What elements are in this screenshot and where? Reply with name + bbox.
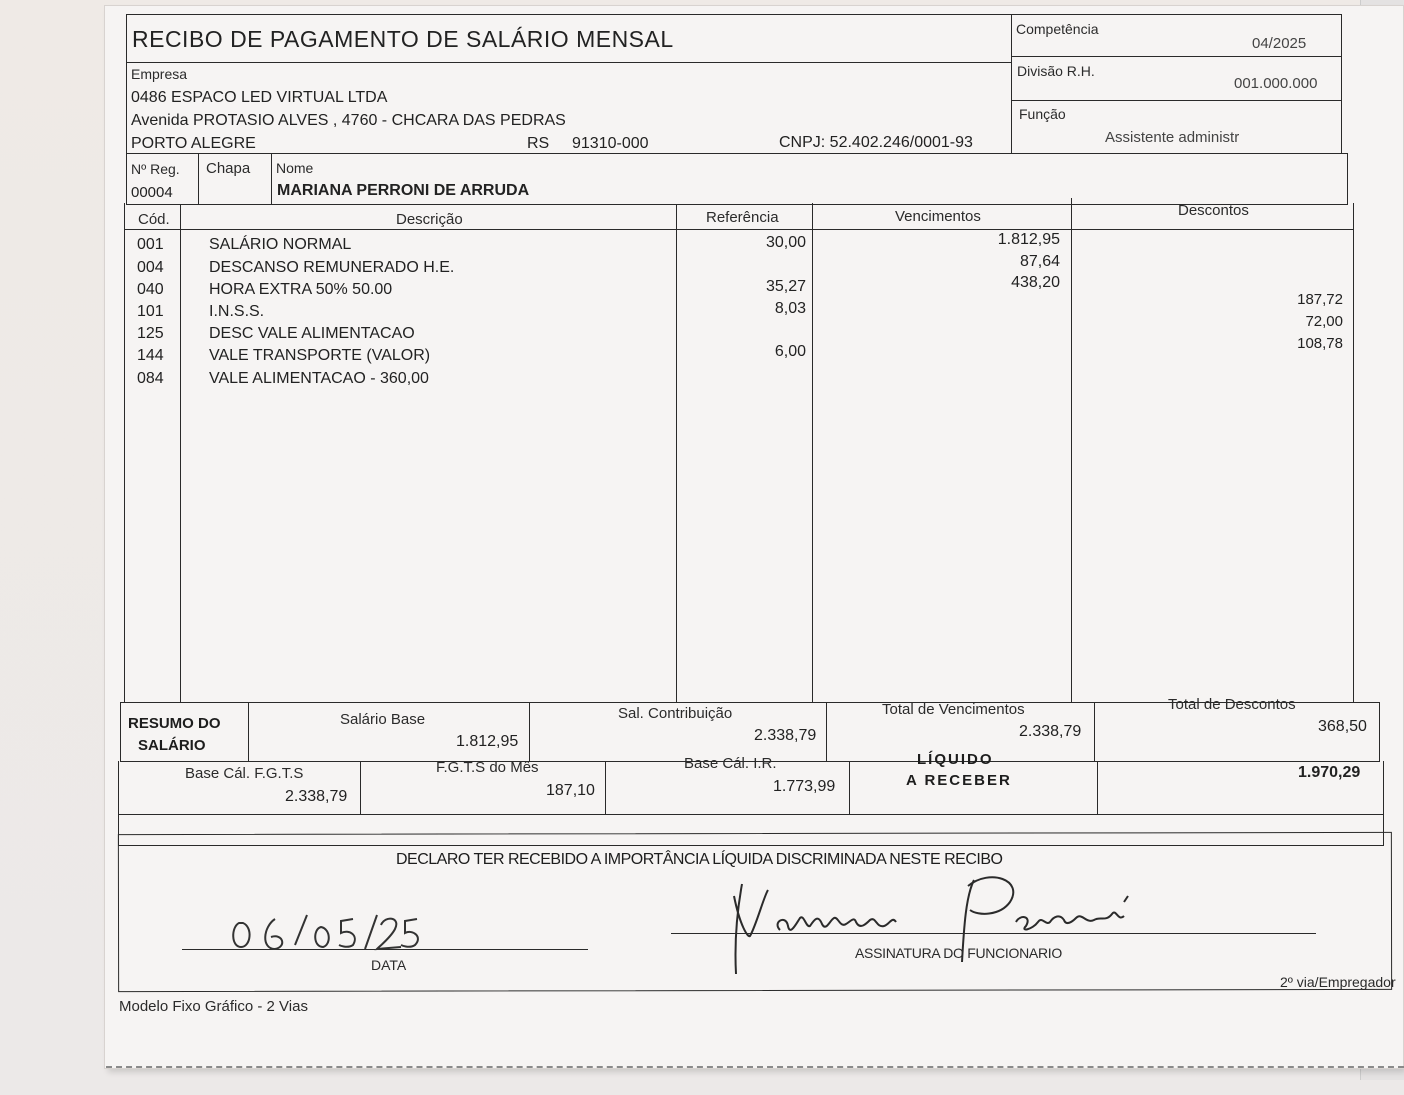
total-desc-value: 368,50 <box>1318 718 1367 735</box>
salario-base-label: Salário Base <box>340 711 426 728</box>
col-divider-desc <box>676 205 677 703</box>
row-cod: 125 <box>137 325 164 342</box>
reg-label: Nº Reg. <box>131 161 180 177</box>
resumo-label-2: SALÁRIO <box>138 737 206 754</box>
document-title: RECIBO DE PAGAMENTO DE SALÁRIO MENSAL <box>132 26 674 52</box>
summary-div-5 <box>360 761 361 815</box>
row-descricao: VALE TRANSPORTE (VALOR) <box>209 347 431 364</box>
fgts-mes-label: F.G.T.S do Mês <box>436 759 539 776</box>
table-header-line <box>124 229 1354 230</box>
base-fgts-label: Base Cál. F.G.T.S <box>185 765 304 782</box>
divisao-label: Divisão R.H. <box>1017 63 1095 79</box>
total-venc-label: Total de Vencimentos <box>882 701 1025 718</box>
summary-div-3 <box>826 702 827 762</box>
header-referencia: Referência <box>706 209 779 226</box>
chapa-label: Chapa <box>206 160 251 177</box>
liquido-value: 1.970,29 <box>1298 764 1361 781</box>
row-descricao: VALE ALIMENTACAO - 360,00 <box>209 370 429 387</box>
funcao-label: Função <box>1019 106 1066 122</box>
summary-div-4 <box>1094 702 1095 762</box>
col-divider-ref <box>812 203 813 703</box>
row-descricao: DESC VALE ALIMENTACAO <box>209 325 415 342</box>
liquido-label-1: LÍQUIDO <box>917 751 994 768</box>
reg-divider <box>198 153 199 205</box>
row-descricao: SALÁRIO NORMAL <box>209 236 352 253</box>
header-descontos: Descontos <box>1178 202 1249 219</box>
items-table-frame <box>124 203 1354 703</box>
row-vencimentos: 438,20 <box>1011 274 1060 291</box>
total-venc-value: 2.338,79 <box>1019 723 1082 740</box>
sal-contrib-value: 2.338,79 <box>754 727 817 744</box>
sal-contrib-label: Sal. Contribuição <box>618 705 733 722</box>
row-descontos: 187,72 <box>1297 291 1343 308</box>
empresa-name: 0486 ESPACO LED VIRTUAL LTDA <box>131 89 388 106</box>
nome-label: Nome <box>276 160 314 176</box>
col-divider-venc <box>1071 198 1072 703</box>
row-cod: 004 <box>137 259 164 276</box>
header-descricao: Descrição <box>396 211 463 228</box>
date-label: DATA <box>371 957 407 973</box>
row-referencia: 6,00 <box>774 343 806 360</box>
resumo-label-1: RESUMO DO <box>128 715 221 732</box>
chapa-divider <box>271 153 272 205</box>
funcao-value: Assistente administr <box>1105 129 1240 146</box>
summary-div-1 <box>248 702 249 762</box>
salario-base-value: 1.812,95 <box>456 733 519 750</box>
empresa-cnpj: CNPJ: 52.402.246/0001-93 <box>779 134 973 151</box>
summary-div-7 <box>849 761 850 815</box>
row-cod: 040 <box>137 281 164 298</box>
col-divider-cod <box>180 205 181 703</box>
summary-div-2 <box>529 702 530 762</box>
employee-name: MARIANA PERRONI DE ARRUDA <box>277 182 530 199</box>
competencia-underline <box>1011 56 1342 57</box>
row-descontos: 72,00 <box>1305 313 1343 330</box>
base-ir-label: Base Cál. I.R. <box>684 755 777 772</box>
row-cod: 084 <box>137 370 164 387</box>
row-descricao: I.N.S.S. <box>209 303 265 320</box>
header-vencimentos: Vencimentos <box>895 208 981 225</box>
row-vencimentos: 87,64 <box>1019 253 1060 270</box>
row-referencia: 35,27 <box>765 278 806 295</box>
row-cod: 144 <box>137 347 164 364</box>
reg-value: 00004 <box>131 184 173 201</box>
title-underline <box>126 62 1012 63</box>
row-descricao: HORA EXTRA 50% 50.00 <box>209 281 393 298</box>
competencia-value: 04/2025 <box>1252 35 1307 52</box>
empresa-city: PORTO ALEGRE <box>131 135 256 152</box>
row-cod: 101 <box>137 303 164 320</box>
row-descricao: DESCANSO REMUNERADO H.E. <box>209 259 455 276</box>
empresa-address: Avenida PROTASIO ALVES , 4760 - CHCARA DAS PEDRAS <box>131 112 566 129</box>
empresa-label: Empresa <box>131 66 188 82</box>
handwritten-date <box>225 905 425 957</box>
row-descontos: 108,78 <box>1297 335 1343 352</box>
empresa-state: RS <box>527 135 550 152</box>
row-vencimentos: 1.812,95 <box>997 231 1060 248</box>
row-cod: 001 <box>137 236 164 253</box>
competencia-label: Competência <box>1016 21 1099 37</box>
row-referencia: 8,03 <box>774 300 806 317</box>
model-footer: Modelo Fixo Gráfico - 2 Vias <box>119 998 308 1015</box>
divisao-underline <box>1011 100 1342 101</box>
base-ir-value: 1.773,99 <box>773 778 836 795</box>
perforation-line <box>106 1066 1404 1068</box>
divisao-value: 001.000.000 <box>1234 75 1318 92</box>
base-fgts-value: 2.338,79 <box>285 788 348 805</box>
total-desc-label: Total de Descontos <box>1168 696 1296 713</box>
summary-div-8 <box>1097 761 1098 815</box>
handwritten-signature <box>720 866 1140 976</box>
empresa-cep: 91310-000 <box>572 135 649 152</box>
liquido-label-2: A RECEBER <box>906 772 1012 789</box>
signature-label: ASSINATURA DO FUNCIONARIO <box>855 945 1062 961</box>
via-footer: 2º via/Empregador <box>1280 974 1396 990</box>
summary-div-6 <box>605 761 606 815</box>
header-cod: Cód. <box>138 211 170 228</box>
fgts-mes-value: 187,10 <box>546 782 595 799</box>
row-referencia: 30,00 <box>765 234 806 251</box>
header-divider <box>1011 14 1012 154</box>
declaration-text: DECLARO TER RECEBIDO A IMPORTÂNCIA LÍQUIDA DISCRIMINADA NESTE RECIBO <box>396 851 1003 868</box>
